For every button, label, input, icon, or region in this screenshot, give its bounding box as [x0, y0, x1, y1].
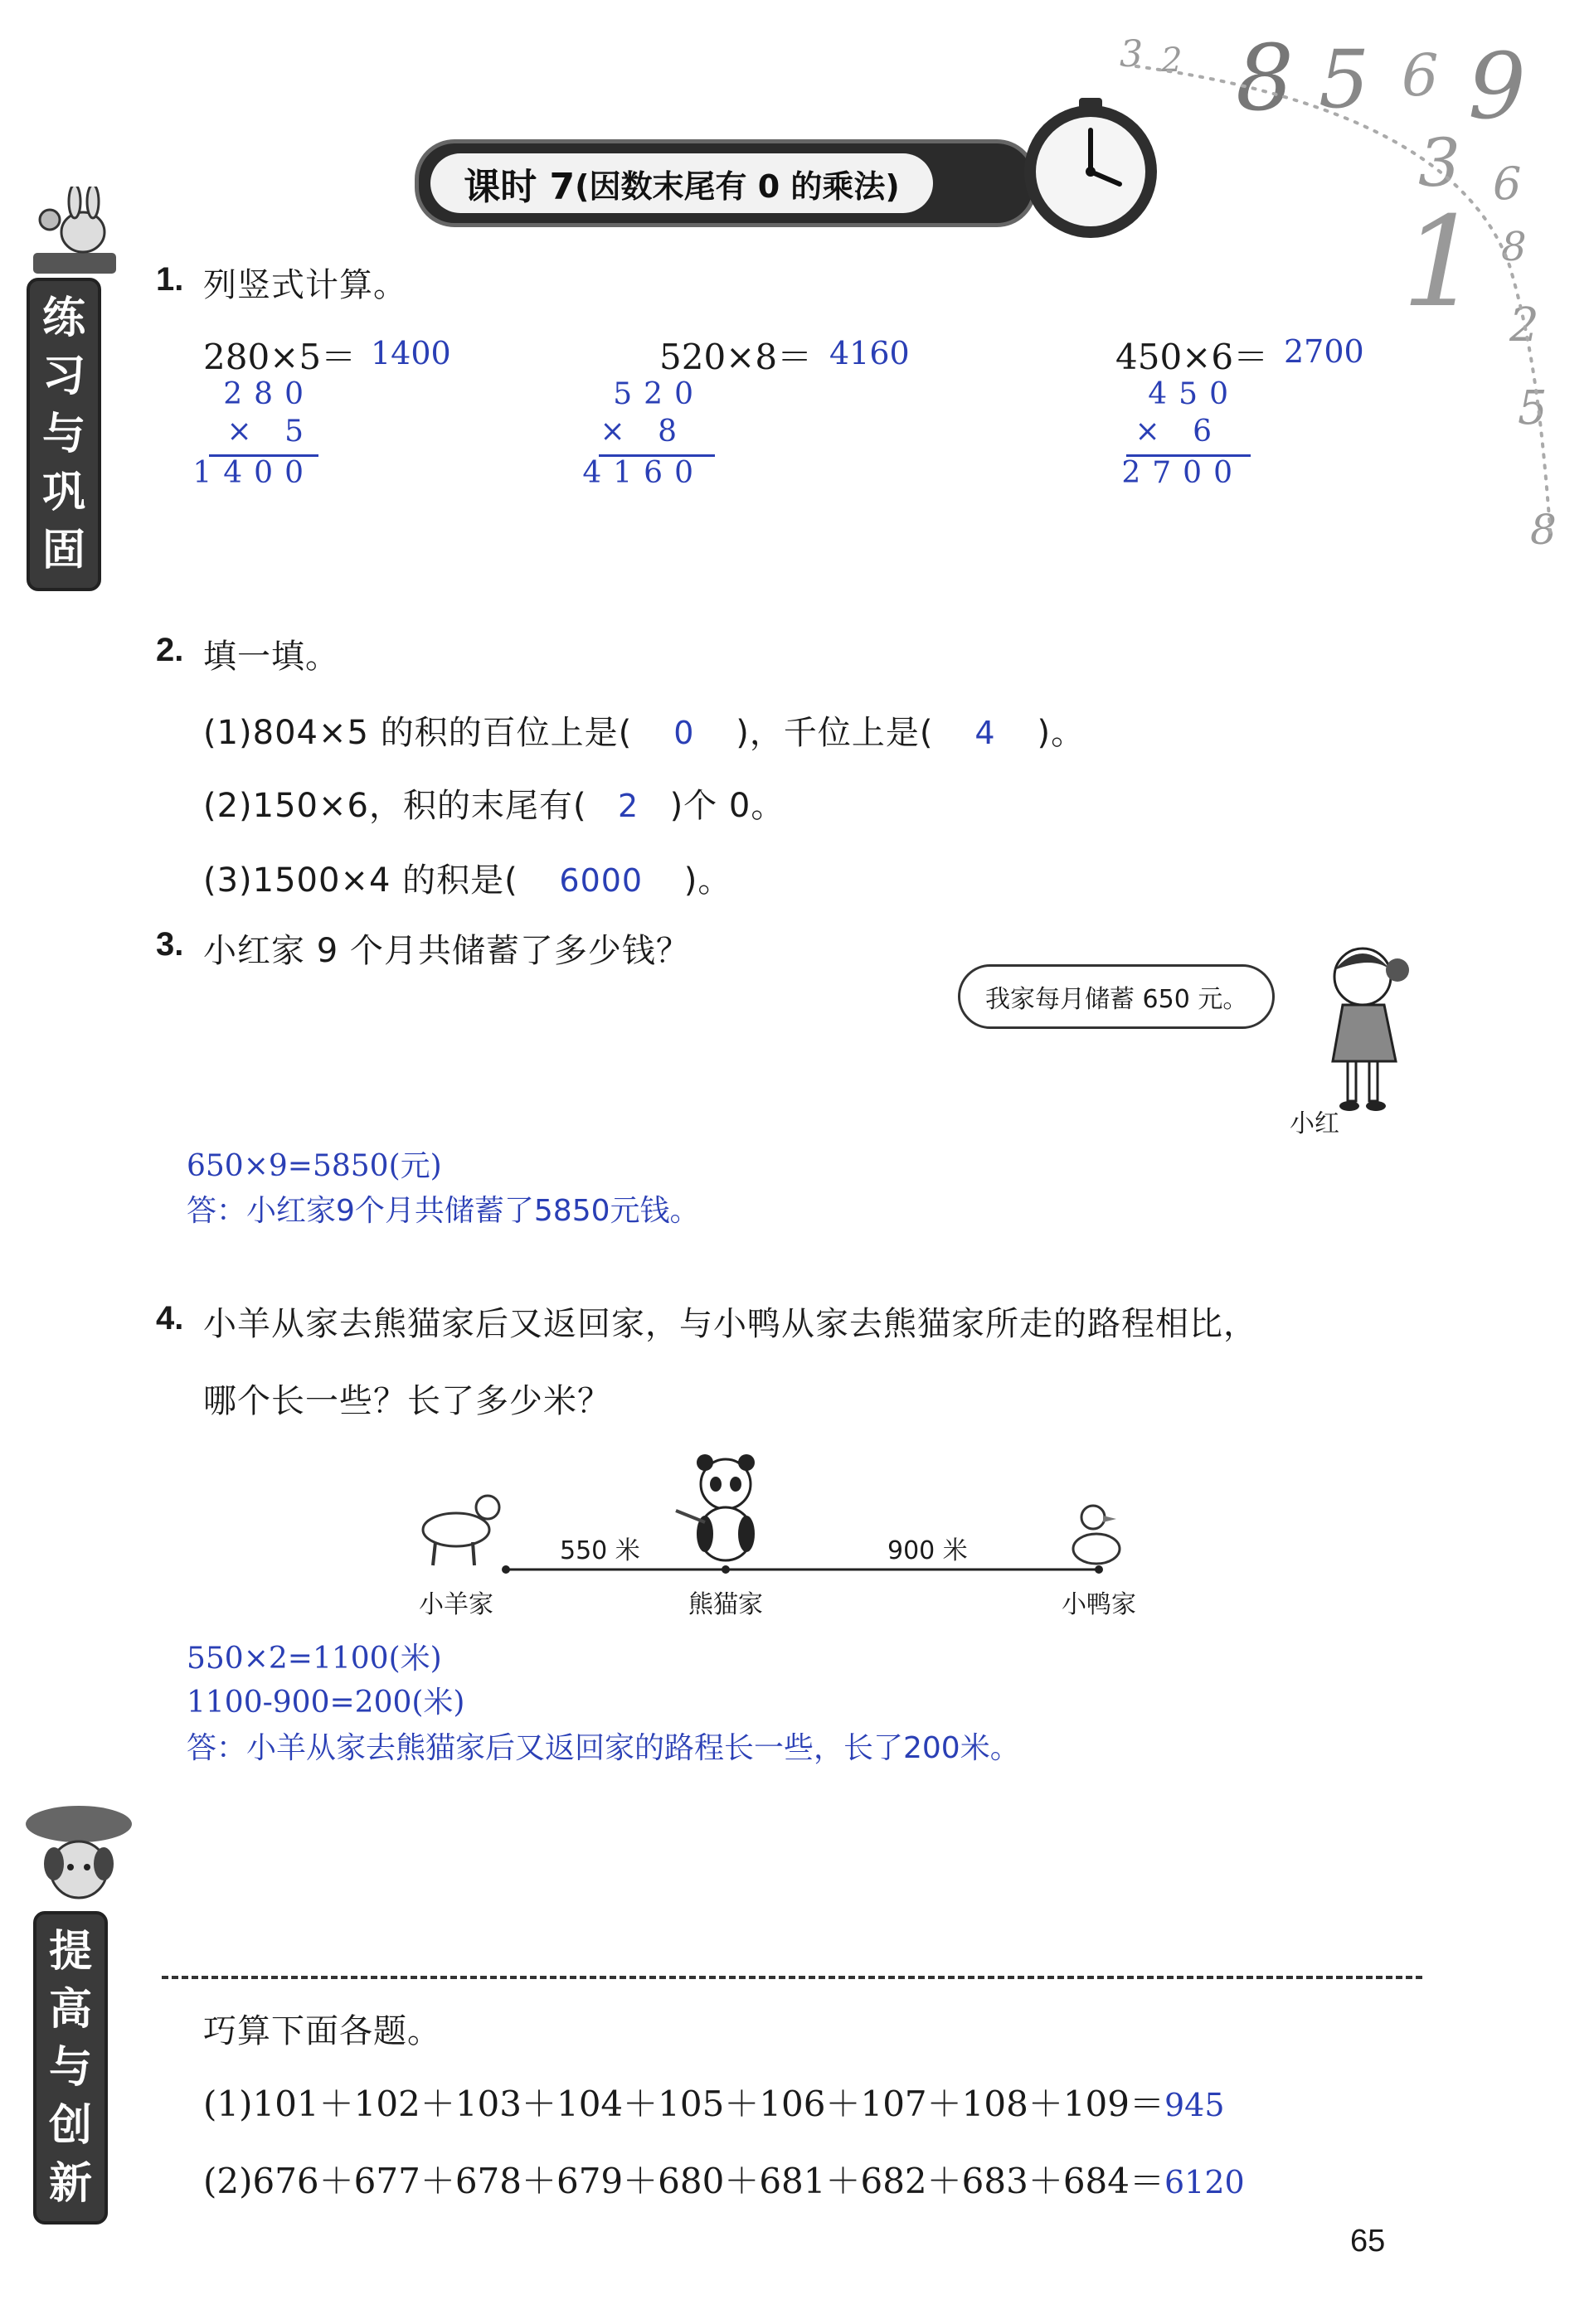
tab-char: 创 [48, 2101, 92, 2151]
clock-icon [1016, 93, 1165, 246]
deco-digit: 8 [1236, 25, 1294, 131]
equation: 280×5＝ [203, 337, 357, 377]
vertical-top: 280 [223, 377, 315, 411]
question-4-number: 4. [156, 1300, 184, 1337]
q2-part-3-text-a: (3)1500×4 的积是( [203, 861, 518, 900]
question-2-prompt: 填一填。 [203, 638, 339, 676]
deco-digit: 3 [1418, 124, 1460, 201]
goat-icon [415, 1484, 506, 1567]
panda-home-label: 熊猫家 [688, 1590, 763, 1619]
deco-digit: 5 [1518, 381, 1548, 435]
duck-icon [1062, 1501, 1136, 1571]
tab-char: 固 [41, 526, 85, 575]
q3-answer: 答：小红家9个月共储蓄了5850元钱。 [187, 1194, 700, 1228]
q2-part-2-answer: 2 [617, 788, 639, 824]
equation-answer: 2700 [1284, 333, 1364, 370]
deco-digit: 2 [1161, 41, 1183, 80]
girl-label: 小红 [1290, 1109, 1339, 1138]
lesson-title: 课时 7 [464, 166, 576, 208]
question-2-number: 2. [156, 632, 184, 668]
q2-part-1-answer-1: 0 [673, 715, 695, 751]
tab-char: 习 [41, 352, 85, 401]
q2-part-1 [203, 706, 1085, 754]
rabbit-mascot-icon [25, 187, 124, 278]
question-3-prompt: 小红家 9 个月共储蓄了多少钱？ [203, 932, 690, 970]
sheep-home-label: 小羊家 [419, 1590, 493, 1619]
lesson-subtitle: (因数末尾有 0 的乘法) [575, 167, 900, 205]
deco-digit: 2 [1509, 298, 1539, 352]
lesson-banner [415, 139, 1037, 227]
equation: 450×6＝ [1115, 337, 1269, 377]
route-diagram [406, 1451, 1178, 1617]
deco-digit: 1 [1402, 191, 1481, 335]
tab-char: 巩 [41, 468, 85, 517]
q5-answer-2: 6120 [1164, 2164, 1245, 2200]
improve-section-tab [33, 1911, 108, 2225]
question-1-prompt: 列竖式计算。 [203, 266, 407, 304]
dog-mascot-icon [21, 1799, 137, 1915]
q2-part-1-answer-2: 4 [974, 715, 996, 751]
vertical-result: 1400 [192, 456, 315, 490]
page-number: 65 [1350, 2224, 1386, 2259]
tab-char: 与 [48, 2043, 92, 2093]
q4-solution-2: 1100-900=200(米) [187, 1686, 465, 1720]
deco-digit: 5 [1319, 33, 1370, 126]
vertical-multiplier: × 6 [1135, 415, 1223, 449]
deco-digit: 9 [1468, 33, 1526, 139]
deco-digit: 8 [1530, 506, 1557, 554]
question-1-number: 1. [156, 261, 184, 298]
q5-equation-2 [203, 2154, 1245, 2204]
q2-part-1-text-a: (1)804×5 的积的百位上是( [203, 714, 633, 752]
deco-digit: 6 [1402, 41, 1439, 109]
deco-digit: 6 [1493, 158, 1522, 210]
q2-part-3 [203, 854, 731, 901]
q2-part-1-text-b: )，千位上是( [736, 714, 934, 752]
deco-digit: 8 [1501, 224, 1527, 270]
q2-part-3-text-b: )。 [683, 861, 732, 900]
equation-answer: 4160 [829, 335, 910, 371]
q2-part-3-answer: 6000 [559, 862, 644, 899]
equation: 520×8＝ [659, 337, 813, 377]
question-3-number: 3. [156, 926, 184, 963]
q5-expression-1: (1)101＋102＋103＋104＋105＋106＋107＋108＋109＝ [203, 2084, 1164, 2124]
vertical-result: 2700 [1121, 456, 1244, 490]
equation-answer: 1400 [371, 335, 451, 371]
tab-char: 高 [48, 1985, 92, 2035]
q3-solution: 650×9=5850(元) [187, 1149, 442, 1183]
vertical-top: 450 [1148, 377, 1240, 411]
panda-icon [672, 1451, 780, 1567]
tab-char: 与 [41, 410, 85, 459]
practice-section-tab [27, 278, 101, 591]
vertical-top: 520 [613, 377, 705, 411]
q5-prompt: 巧算下面各题。 [203, 2012, 441, 2050]
vertical-multiplier: × 5 [226, 415, 315, 449]
speech-bubble: 我家每月储蓄 650 元。 [958, 964, 1275, 1029]
q2-part-1-text-c: )。 [1037, 714, 1086, 752]
section-divider [162, 1976, 1422, 1979]
girl-xiaohong-icon [1315, 937, 1422, 1119]
lesson-title-plate [430, 153, 933, 213]
tab-char: 练 [41, 294, 85, 343]
question-4-prompt-line-2: 哪个长一些？长了多少米？ [203, 1382, 611, 1420]
question-4-prompt-line-1: 小羊从家去熊猫家后又返回家，与小鸭从家去熊猫家所走的路程相比， [203, 1305, 1257, 1343]
distance-label-1: 550 米 [560, 1536, 640, 1565]
q2-part-2-text-a: (2)150×6，积的末尾有( [203, 787, 587, 825]
q4-answer: 答：小羊从家去熊猫家后又返回家的路程长一些，长了200米。 [187, 1731, 1020, 1765]
tab-char: 新 [48, 2159, 92, 2209]
q4-solution-1: 550×2=1100(米) [187, 1642, 442, 1676]
deco-digit: 3 [1120, 33, 1143, 75]
q2-part-2-text-b: )个 0。 [669, 787, 785, 825]
q5-expression-2: (2)676＋677＋678＋679＋680＋681＋682＋683＋684＝ [203, 2161, 1164, 2201]
vertical-result: 4160 [582, 456, 705, 490]
q5-answer-1: 945 [1164, 2087, 1225, 2123]
duck-home-label: 小鸭家 [1062, 1590, 1136, 1619]
vertical-multiplier: × 8 [600, 415, 688, 449]
q5-equation-1 [203, 2077, 1225, 2127]
tab-char: 提 [48, 1927, 92, 1977]
q2-part-2 [203, 779, 785, 827]
distance-label-2: 900 米 [887, 1536, 968, 1565]
